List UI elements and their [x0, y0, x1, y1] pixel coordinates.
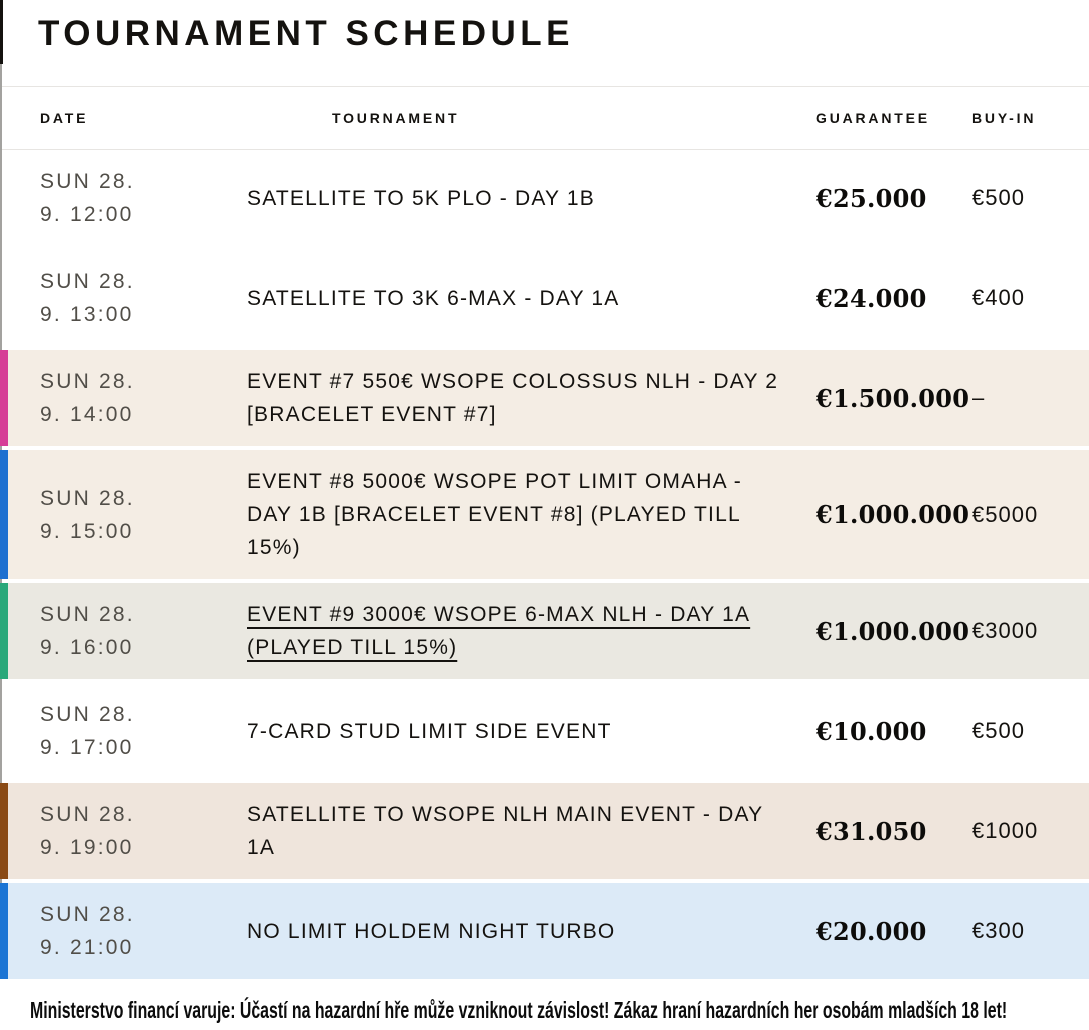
row-accent-bar	[0, 450, 8, 579]
date-cell	[0, 265, 247, 331]
table-header-row	[0, 86, 1089, 150]
tournament-name: SATELLITE TO WSOPE NLH MAIN EVENT - DAY 1A	[247, 803, 763, 859]
tournament-cell	[247, 915, 816, 948]
table-row	[0, 250, 1089, 346]
date-cell	[0, 482, 247, 548]
date-time: 9. 13:00	[40, 303, 134, 326]
tournament-name: 7-CARD STUD LIMIT SIDE EVENT	[247, 719, 612, 743]
column-header-date: DATE	[40, 110, 89, 126]
date-day: SUN 28.	[40, 603, 135, 626]
buyin-value: €500	[972, 185, 1025, 210]
date-time: 9. 19:00	[40, 836, 134, 859]
guarantee-value: €20.000	[816, 916, 927, 946]
table-row	[0, 783, 1089, 879]
date-time: 9. 21:00	[40, 936, 134, 959]
date-day: SUN 28.	[40, 370, 135, 393]
tournament-name: EVENT #7 550€ WSOPE COLOSSUS NLH - DAY 2 [BRACELET EVENT #7]	[247, 370, 779, 426]
buyin-value: €500	[972, 718, 1025, 743]
buyin-value: €3000	[972, 618, 1039, 643]
schedule-table-body	[0, 150, 1089, 979]
date-day: SUN 28.	[40, 170, 135, 193]
disclaimer-text: Ministerstvo financí varuje: Účastí na hazardní hře může vzniknout závislost! Zákaz hraní hazardních her osobám mladších 18 let!	[30, 997, 1008, 1023]
date-cell	[0, 165, 247, 231]
guarantee-value: €1.000.000	[816, 500, 970, 529]
tournament-name: SATELLITE TO 5K PLO - DAY 1B	[247, 186, 595, 210]
guarantee-value: €25.000	[816, 183, 927, 213]
buyin-value: –	[972, 385, 986, 410]
tournament-name: SATELLITE TO 3K 6-MAX - DAY 1A	[247, 286, 620, 310]
guarantee-value: €10.000	[816, 716, 927, 746]
row-accent-bar	[0, 783, 8, 879]
buyin-value: €5000	[972, 501, 1039, 527]
tournament-cell	[247, 598, 816, 664]
date-cell	[0, 698, 247, 764]
date-cell	[0, 798, 247, 864]
left-edge-accent-bar	[0, 0, 3, 64]
date-day: SUN 28.	[40, 703, 135, 726]
date-cell	[0, 365, 247, 431]
row-accent-bar	[0, 583, 8, 679]
date-day: SUN 28.	[40, 903, 135, 926]
tournament-name: NO LIMIT HOLDEM NIGHT TURBO	[247, 919, 616, 943]
tournament-cell	[247, 282, 816, 315]
date-cell	[0, 598, 247, 664]
tournament-link[interactable]: EVENT #9 3000€ WSOPE 6-MAX NLH - DAY 1A (PLAYED TILL 15%)	[247, 603, 751, 659]
buyin-value: €1000	[972, 818, 1039, 843]
date-day: SUN 28.	[40, 486, 135, 510]
tournament-cell	[247, 182, 816, 215]
tournament-cell	[247, 715, 816, 748]
tournament-cell	[247, 365, 816, 431]
date-cell	[0, 898, 247, 964]
table-row	[0, 583, 1089, 679]
date-time: 9. 17:00	[40, 736, 134, 759]
guarantee-value: €1.500.000	[816, 383, 970, 413]
date-time: 9. 14:00	[40, 403, 134, 426]
table-row	[0, 883, 1089, 979]
page-title: TOURNAMENT SCHEDULE	[38, 14, 574, 53]
column-header-buyin: BUY-IN	[972, 110, 1037, 126]
table-row	[0, 350, 1089, 446]
column-header-guarantee: GUARANTEE	[816, 110, 930, 126]
guarantee-value: €24.000	[816, 283, 927, 313]
tournament-cell	[247, 465, 816, 564]
buyin-value: €400	[972, 285, 1025, 310]
row-accent-bar	[0, 350, 8, 446]
tournament-cell	[247, 798, 816, 864]
row-accent-bar	[0, 883, 8, 979]
tournament-name: EVENT #8 5000€ WSOPE POT LIMIT OMAHA - DAY 1B [BRACELET EVENT #8] (PLAYED TILL 15%)	[247, 470, 742, 559]
column-header-tournament: TOURNAMENT	[332, 110, 460, 126]
gambling-disclaimer	[0, 983, 1089, 1024]
date-day: SUN 28.	[40, 270, 135, 293]
date-time: 9. 12:00	[40, 203, 134, 226]
table-row	[0, 150, 1089, 246]
buyin-value: €300	[972, 918, 1025, 943]
date-time: 9. 15:00	[40, 519, 134, 543]
date-day: SUN 28.	[40, 803, 135, 826]
table-row	[0, 683, 1089, 779]
guarantee-value: €31.050	[816, 816, 927, 846]
table-row	[0, 450, 1089, 579]
guarantee-value: €1.000.000	[816, 616, 970, 646]
date-time: 9. 16:00	[40, 636, 134, 659]
